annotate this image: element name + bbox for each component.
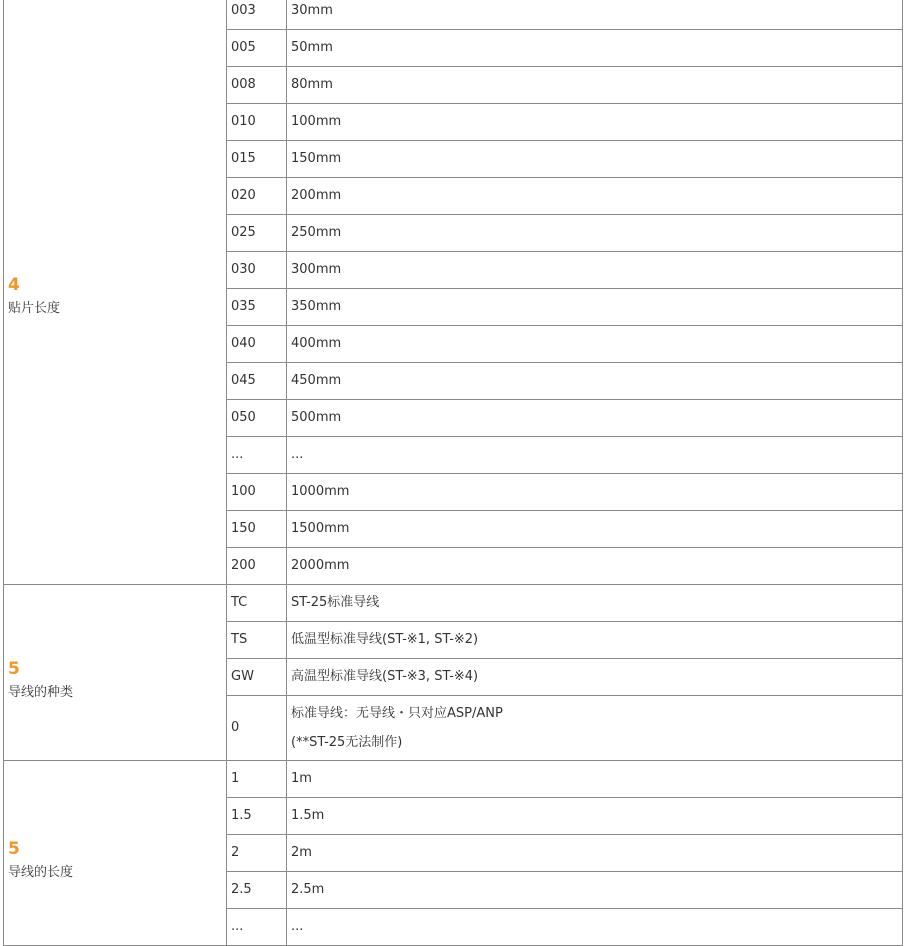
desc-cell	[287, 696, 903, 761]
desc-cell: ...	[287, 437, 903, 474]
code-cell: 005	[227, 30, 287, 67]
desc-cell: 1.5m	[287, 798, 903, 835]
code-cell: 0	[227, 696, 287, 761]
code-cell: 003	[227, 0, 287, 30]
desc-cell: 2.5m	[287, 872, 903, 909]
desc-cell: ...	[287, 909, 903, 946]
code-cell: 030	[227, 252, 287, 289]
desc-cell: 250mm	[287, 215, 903, 252]
spec-table-body	[4, 0, 903, 946]
group-number: 5	[8, 839, 20, 859]
desc-cell: 350mm	[287, 289, 903, 326]
code-cell: 045	[227, 363, 287, 400]
code-cell: 008	[227, 67, 287, 104]
group-label: 导线的长度	[8, 865, 74, 880]
code-cell: ...	[227, 437, 287, 474]
desc-cell: 400mm	[287, 326, 903, 363]
table-row	[4, 585, 903, 622]
group-number: 4	[8, 274, 20, 295]
code-cell: ...	[227, 909, 287, 946]
code-cell: GW	[227, 659, 287, 696]
table-row	[4, 761, 903, 798]
desc-cell: 低温型标准导线(ST-※1, ST-※2)	[287, 622, 903, 659]
group-cell-lead-length	[4, 761, 227, 946]
code-cell: 1	[227, 761, 287, 798]
desc-cell: 80mm	[287, 67, 903, 104]
code-cell: 2.5	[227, 872, 287, 909]
group-number: 5	[8, 658, 20, 679]
desc-cell: 1m	[287, 761, 903, 798]
code-cell: 040	[227, 326, 287, 363]
code-cell: TS	[227, 622, 287, 659]
code-cell: 010	[227, 104, 287, 141]
desc-cell: 150mm	[287, 141, 903, 178]
code-cell: 150	[227, 511, 287, 548]
desc-cell: 100mm	[287, 104, 903, 141]
desc-line: 标准导线：无导线・只对应ASP/ANP	[291, 706, 503, 721]
code-cell: 2	[227, 835, 287, 872]
desc-cell: 200mm	[287, 178, 903, 215]
desc-cell: 高温型标准导线(ST-※3, ST-※4)	[287, 659, 903, 696]
code-cell: TC	[227, 585, 287, 622]
code-cell: 100	[227, 474, 287, 511]
code-cell: 015	[227, 141, 287, 178]
table-row	[4, 0, 903, 30]
code-cell: 200	[227, 548, 287, 585]
code-cell: 1.5	[227, 798, 287, 835]
group-label: 导线的种类	[8, 684, 74, 700]
code-cell: 025	[227, 215, 287, 252]
desc-cell: 500mm	[287, 400, 903, 437]
desc-cell: 1000mm	[287, 474, 903, 511]
spec-table	[3, 0, 903, 946]
desc-line: (**ST-25无法制作)	[291, 735, 403, 750]
desc-cell: 30mm	[287, 0, 903, 30]
code-cell: 035	[227, 289, 287, 326]
code-cell: 050	[227, 400, 287, 437]
desc-cell: 300mm	[287, 252, 903, 289]
desc-cell: 2000mm	[287, 548, 903, 585]
desc-cell: 450mm	[287, 363, 903, 400]
code-cell: 020	[227, 178, 287, 215]
group-cell-patch-length	[4, 0, 227, 585]
desc-cell: 1500mm	[287, 511, 903, 548]
desc-cell: 50mm	[287, 30, 903, 67]
desc-cell: 2m	[287, 835, 903, 872]
desc-cell: ST-25标准导线	[287, 585, 903, 622]
group-cell-lead-type	[4, 585, 227, 761]
group-label: 贴片长度	[8, 300, 61, 316]
